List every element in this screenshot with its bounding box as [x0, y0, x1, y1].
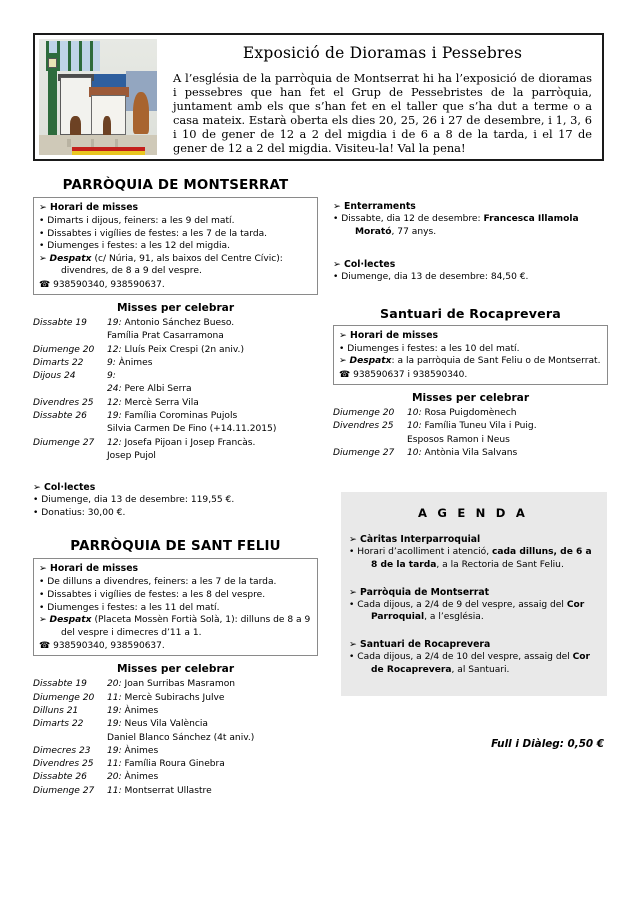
montserrat-masses-table — [33, 317, 318, 463]
montserrat-collectes — [33, 481, 318, 519]
arrow-icon: ➢ — [349, 639, 357, 651]
agenda-title: A G E N D A — [417, 506, 529, 520]
table-row: Dimarts 22 19: Neus Vila València Daniel Blanco Sánchez (4t aniv.) — [33, 719, 255, 743]
montserrat-title: PARRÒQUIA DE MONTSERRAT — [62, 178, 289, 193]
agenda-group-caritas — [349, 533, 597, 572]
montserrat-masses-heading: Misses per celebrar — [116, 301, 235, 314]
rocaprevera-masses-table — [333, 407, 608, 460]
table-row: Dijous 24 9: — [33, 371, 116, 382]
enterraments-block — [333, 200, 608, 238]
despatx-label: Despatx — [49, 253, 92, 264]
table-row: Diumenge 27 11: Montserrat Ullastre — [33, 785, 212, 796]
agenda-heading: ➢ Parròquia de Montserrat — [349, 586, 490, 598]
table-row: Divendres 25 12: Mercè Serra Vila — [33, 397, 199, 408]
agenda-body: • Cada dijous, a 2/4 de 10 del vespre, assaig del Cor de Rocaprevera, al Santuari. — [349, 652, 591, 675]
list-item: • Dissabtes i vigílies de festes: a les 7 de la tarda. — [39, 228, 268, 239]
table-row: Dilluns 21 19: Ànimes — [33, 705, 159, 716]
bullet-icon: • — [39, 602, 45, 613]
despatx-label: Despatx — [49, 615, 92, 626]
montserrat-phones: ☎ 938590340, 938590637. — [39, 279, 165, 290]
right-column — [333, 200, 608, 460]
table-row: Dissabte 26 20: Ànimes — [33, 772, 159, 783]
table-row: Diumenge 20 11: Mercè Subirachs Julve — [33, 692, 225, 703]
enterraments-heading: ➢ Enterraments — [333, 201, 416, 212]
agenda-body: • Horari d’acolliment i atenció, cada dilluns, de 6 a 8 de la tarda, a la Rectoria de Sant Feliu. — [349, 547, 592, 570]
footer-price: Full i Diàleg: 0,50 € — [491, 738, 604, 750]
table-row: Dimarts 22 9: Ànimes — [33, 357, 153, 368]
banner-text-block — [161, 35, 602, 159]
santfeliu-schedule-heading: ➢ Horari de misses — [39, 563, 139, 575]
phone-icon: ☎ — [39, 641, 51, 652]
table-row: Dissabte 19 19: Antonio Sánchez Bueso. Família Prat Casarramona — [33, 317, 235, 342]
table-row: Diumenge 27 10: Antònia Vila Salvans — [333, 447, 518, 458]
agenda-group-montserrat — [349, 586, 597, 625]
montserrat-collectes-heading: ➢ Col·lectes — [33, 482, 96, 494]
arrow-icon: ➢ — [349, 534, 357, 545]
list-item: • Donatius: 30,00 €. — [33, 507, 126, 518]
agenda-box — [341, 492, 607, 696]
right-collectes-heading: ➢ Col·lectes — [333, 259, 396, 271]
rocaprevera-masses-heading: Misses per celebrar — [411, 391, 530, 404]
arrow-icon: ➢ — [333, 259, 341, 271]
table-row: Dissabte 19 20: Joan Surribas Masramon — [33, 679, 236, 690]
exhibition-banner — [33, 33, 604, 161]
despatx-label: Despatx — [349, 356, 392, 367]
bullet-icon: • — [339, 343, 345, 354]
list-item: • Diumenges i festes: a les 12 del migdia. — [39, 241, 230, 252]
phone-icon: ☎ — [39, 279, 51, 290]
santfeliu-phones: ☎ 938590340, 938590637. — [39, 641, 165, 652]
list-item: • De dilluns a divendres, feiners: a les 7 de la tarda. — [39, 577, 277, 588]
agenda-group-rocaprevera — [349, 638, 597, 677]
rocaprevera-title: Santuari de Rocaprevera — [379, 305, 561, 321]
bullet-icon: • — [39, 577, 45, 588]
bullet-icon: • — [39, 228, 45, 239]
table-row: Diumenge 20 10: Rosa Puigdomènech — [333, 407, 517, 418]
bullet-icon: • — [33, 495, 39, 506]
rocaprevera-despatx: ➢ Despatx: a la parròquia de Sant Feliu o de Montserrat. — [339, 356, 601, 367]
santfeliu-despatx: ➢ Despatx (Placeta Mossèn Fortià Solà, 1): dilluns de 8 a 9 del vespre i dimecres d’11 a 1. — [39, 615, 311, 638]
table-row: Dimecres 23 19: Ànimes — [33, 745, 159, 756]
list-item: • Diumenges i festes: a les 10 del matí. — [339, 343, 520, 354]
arrow-icon: ➢ — [39, 253, 47, 264]
bullet-icon: • — [39, 590, 45, 601]
montserrat-schedule-heading: ➢ Horari de misses — [39, 202, 139, 213]
list-item: • Diumenges i festes: a les 11 del matí. — [39, 602, 220, 613]
table-row: Diumenge 20 12: Lluís Peix Crespi (2n aniv.) — [33, 344, 244, 355]
bullet-icon: • — [333, 214, 339, 224]
list-item: • Diumenge, dia 13 de desembre: 119,55 €. — [33, 495, 235, 506]
arrow-icon: ➢ — [339, 329, 347, 341]
enterraments-item: • Dissabte, dia 12 de desembre: Francesca Illamola Morató, 77 anys. — [333, 214, 579, 237]
arrow-icon: ➢ — [333, 201, 341, 212]
agenda-body: • Cada dijous, a 2/4 de 9 del vespre, assaig del Cor Parroquial, a l’església. — [349, 599, 585, 623]
list-item: • Dimarts i dijous, feiners: a les 9 del matí. — [39, 216, 235, 226]
rocaprevera-schedule-heading: ➢ Horari de misses — [339, 329, 439, 341]
arrow-icon: ➢ — [339, 356, 347, 367]
phone-icon: ☎ — [339, 369, 351, 380]
left-column — [33, 178, 318, 798]
arrow-icon: ➢ — [39, 202, 47, 213]
arrow-icon: ➢ — [39, 615, 47, 626]
montserrat-despatx: ➢ Despatx (c/ Núria, 91, als baixos del Centre Cívic): divendres, de 8 a 9 del vespre. — [39, 253, 283, 277]
agenda-heading: ➢ Càritas Interparroquial — [349, 534, 481, 545]
bullet-icon: • — [349, 547, 355, 557]
santfeliu-masses-heading: Misses per celebrar — [116, 663, 235, 676]
banner-title: Exposició de Dioramas i Pessebres — [242, 44, 523, 62]
arrow-icon: ➢ — [349, 586, 357, 598]
banner-body: A l’església de la parròquia de Montserrat hi ha l’exposició de dioramas i pessebres que han fet el Grup de Pessebristes de la parròquia, juntament amb els que s’han fet en el taller que s’ha dut a terme o a casa mateix. Estarà oberta els dies 20, 25, 26 i 27 de desembre, i 1, 3, 6 i 10 de gener de 12 a 2 del migdia i de 6 a 8 de la tarda, i el 17 de gener de 12 a 2 del migdia. Visiteu-la! Val la pena! — [173, 71, 592, 156]
arrow-icon: ➢ — [39, 563, 47, 575]
list-item: • Diumenge, dia 13 de desembre: 84,50 €. — [333, 272, 529, 283]
table-row: Divendres 25 11: Família Roura Ginebra — [33, 759, 225, 770]
table-row: Diumenge 27 12: Josefa Pijoan i Josep Francàs. Josep Pujol — [33, 437, 256, 461]
montserrat-schedule-box — [33, 197, 318, 295]
rocaprevera-schedule-box — [333, 325, 608, 385]
agenda-heading: ➢ Santuari de Rocaprevera — [349, 639, 491, 651]
table-row: Divendres 25 10: Família Tuneu Vila i Puig. Esposos Ramon i Neus — [333, 421, 537, 445]
santfeliu-title: PARRÒQUIA DE SANT FELIU — [70, 539, 281, 555]
rocaprevera-phones: ☎ 938590637 i 938590340. — [339, 369, 468, 380]
santfeliu-schedule-box — [33, 558, 318, 656]
diorama-photo — [39, 39, 157, 155]
bullet-icon: • — [33, 507, 39, 518]
arrow-icon: ➢ — [33, 482, 41, 494]
right-collectes-block — [333, 258, 608, 284]
bullet-icon: • — [39, 241, 45, 252]
table-row: 24: Pere Albi Serra — [107, 384, 192, 395]
table-row: Dissabte 26 19: Família Corominas Pujols Silvia Carmen De Fino (+14.11.2015) — [33, 411, 277, 435]
bullet-icon: • — [349, 652, 355, 663]
bullet-icon: • — [333, 272, 339, 283]
bullet-icon: • — [39, 216, 45, 226]
bullet-icon: • — [349, 599, 355, 610]
list-item: • Dissabtes i vigílies de festes: a les 8 del vespre. — [39, 590, 266, 601]
